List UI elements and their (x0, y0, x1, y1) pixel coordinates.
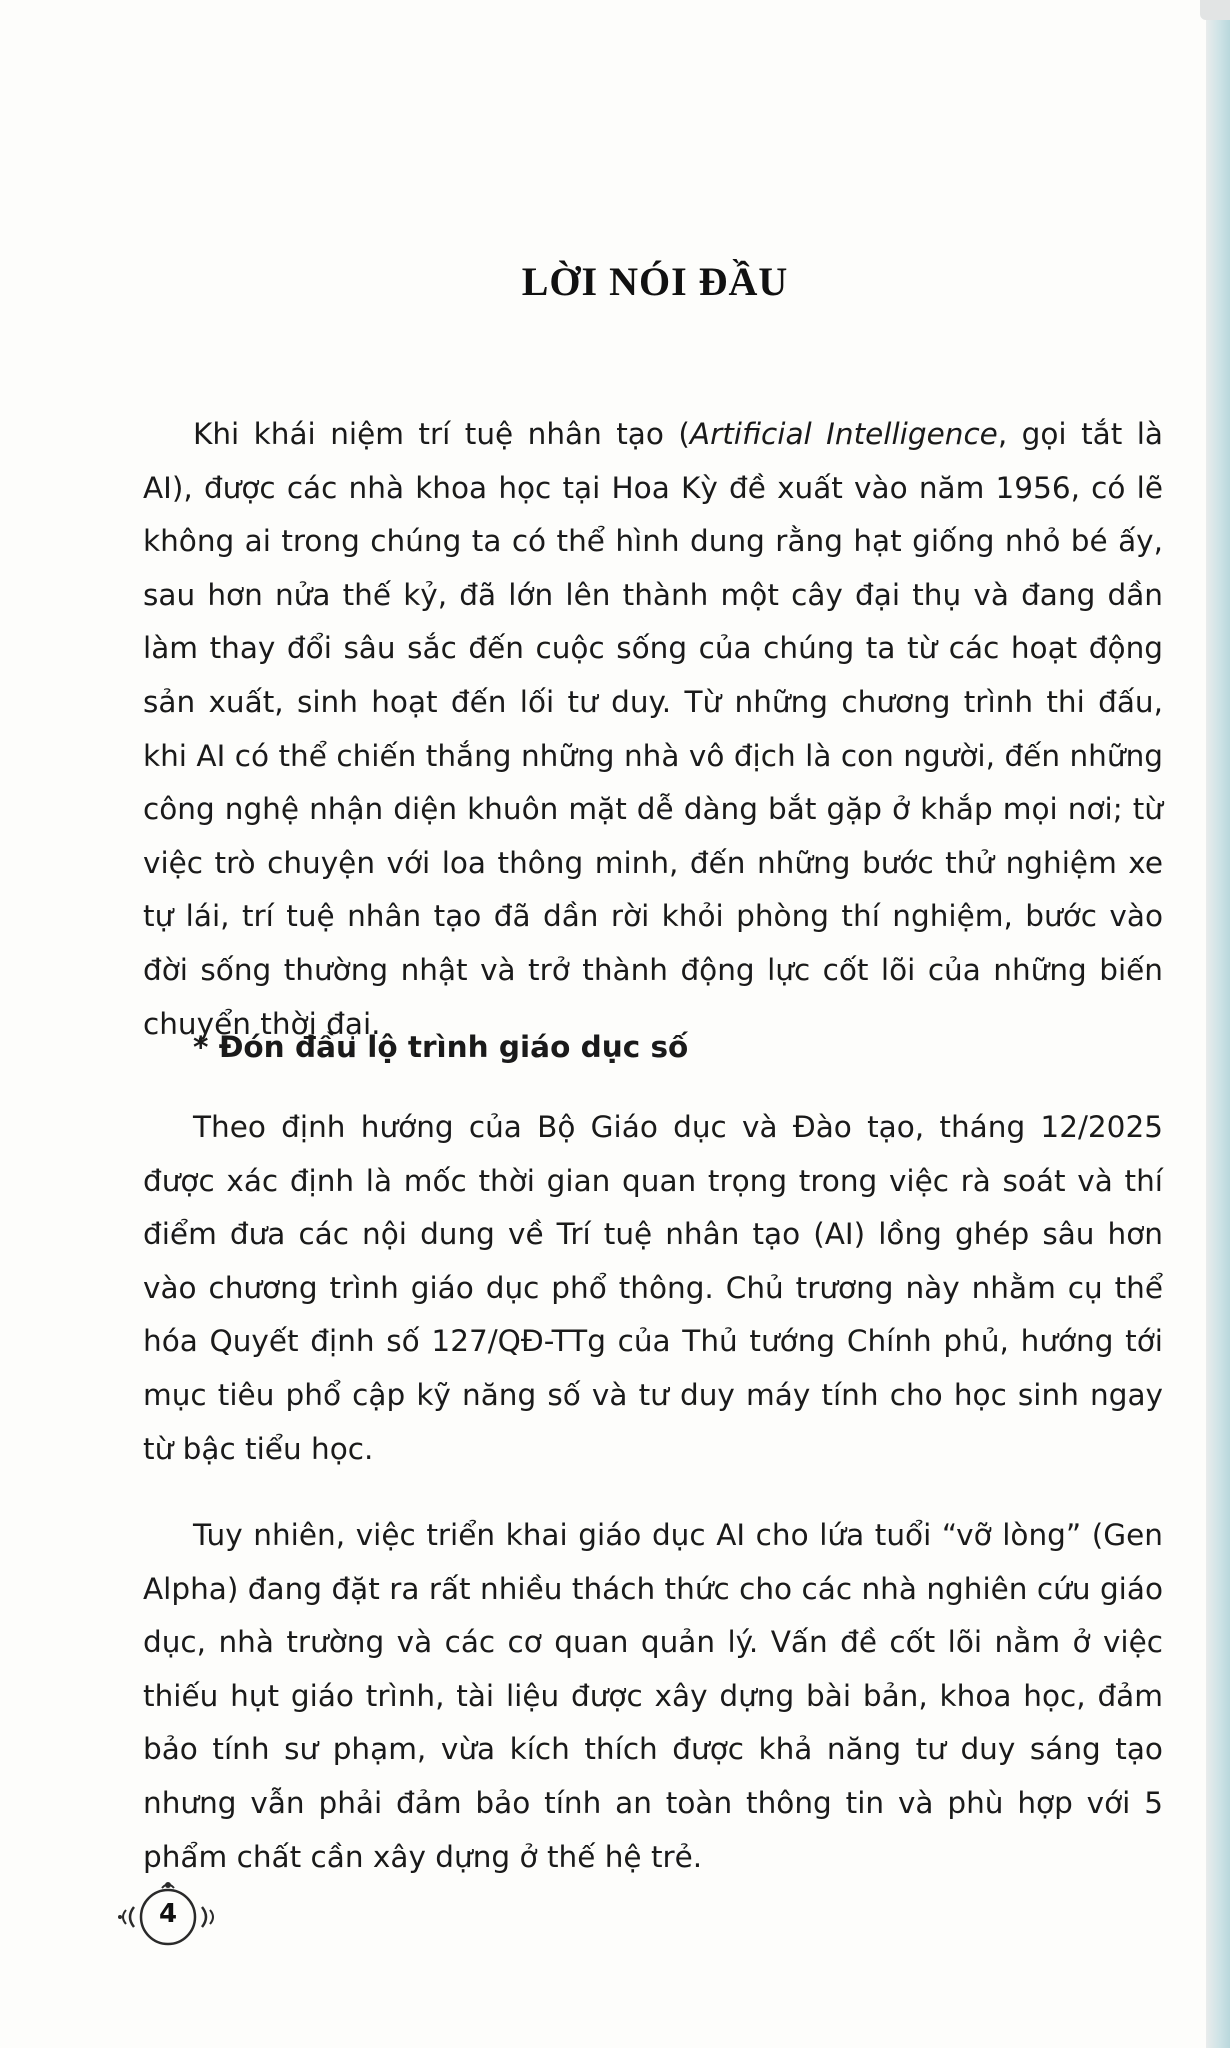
page-number-badge (112, 1877, 224, 1957)
paragraph-1 (143, 408, 1163, 1051)
paragraph-1-italic-term: Artificial Intelligence (689, 417, 998, 451)
section-heading: * Đón đầu lộ trình giáo dục số (193, 1030, 689, 1064)
page-title: LỜI NÓI ĐẦU (521, 259, 789, 304)
page-edge-strip (1206, 0, 1230, 2048)
paragraph-1-rest: , gọi tắt là AI), được các nhà khoa học tại Hoa Kỳ đề xuất vào năm 1956, có lẽ không ai trong chúng ta có thể hình dung rằng hạt giống nhỏ bé ấy, sau hơn nửa thế kỷ, đã lớn lên thành một cây đại thụ và đang dần làm thay đổi sâu sắc đến cuộc sống của chúng ta từ các hoạt động sản xuất, sinh hoạt đến lối tư duy. Từ những chương trình thi đấu, khi AI có thể chiến thắng những nhà vô địch là con người, đến những công nghệ nhận diện khuôn mặt dễ dàng bắt gặp ở khắp mọi nơi; từ việc trò chuyện với loa thông minh, đến những bước thử nghiệm xe tự lái, trí tuệ nhân tạo đã dần rời khỏi phòng thí nghiệm, bước vào đời sống thường nhật và trở thành động lực cốt lõi của những biến chuyển thời đại. (143, 417, 1164, 1041)
page-number: 4 (158, 1899, 178, 1929)
paragraph-3: Tuy nhiên, việc triển khai giáo dục AI cho lứa tuổi “vỡ lòng” (Gen Alpha) đang đặt ra rất nhiều thách thức cho các nhà nghiên cứu giáo dục, nhà trường và các cơ quan quản lý. Vấn đề cốt lõi nằm ở việc thiếu hụt giáo trình, tài liệu được xây dựng bài bản, khoa học, đảm bảo tính sư phạm, vừa kích thích được khả năng tư duy sáng tạo nhưng vẫn phải đảm bảo tính an toàn thông tin và phù hợp với 5 phẩm chất cần xây dựng ở thế hệ trẻ. (143, 1518, 1163, 1874)
paragraph-2: Theo định hướng của Bộ Giáo dục và Đào tạo, tháng 12/2025 được xác định là mốc thời gian quan trọng trong việc rà soát và thí điểm đưa các nội dung về Trí tuệ nhân tạo (AI) lồng ghép sâu hơn vào chương trình giáo dục phổ thông. Chủ trương này nhằm cụ thể hóa Quyết định số 127/QĐ-TTg của Thủ tướng Chính phủ, hướng tới mục tiêu phổ cập kỹ năng số và tư duy máy tính cho học sinh ngay từ bậc tiểu học. (143, 1110, 1163, 1466)
paragraph-1-intro: Khi khái niệm trí tuệ nhân tạo ( (193, 417, 690, 451)
page-corner-tab (1200, 0, 1230, 20)
